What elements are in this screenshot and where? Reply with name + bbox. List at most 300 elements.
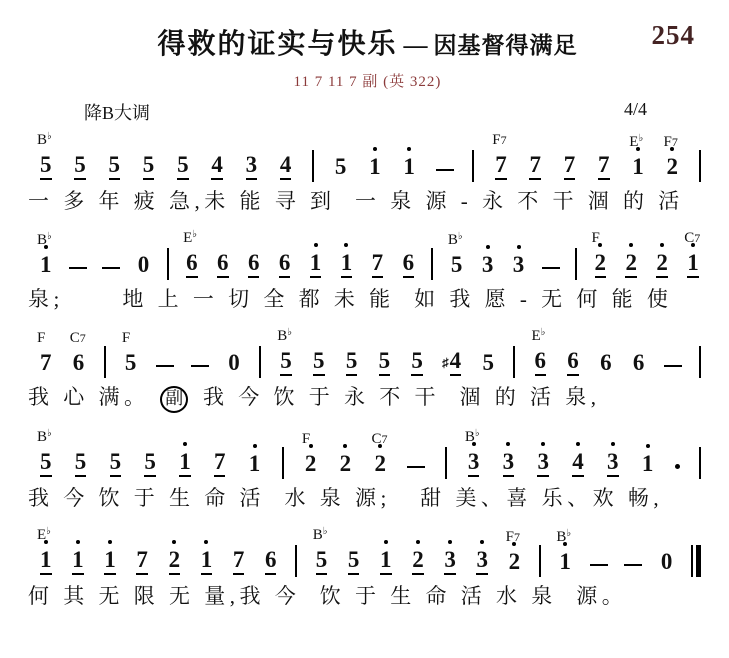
lyric-row	[26, 486, 709, 511]
note-digit: 0	[137, 252, 150, 278]
note-body	[244, 153, 260, 180]
chord-label: C7	[684, 230, 701, 247]
score-line	[26, 520, 709, 609]
note-body	[598, 351, 614, 376]
note-body	[107, 153, 123, 180]
note-digit: 4	[572, 450, 584, 477]
note-body	[370, 251, 386, 278]
chord-seventh: 7	[513, 530, 520, 545]
note-body	[565, 349, 581, 376]
note-digit: 2	[508, 549, 521, 575]
note	[480, 351, 496, 376]
note	[136, 253, 152, 278]
note-body	[73, 450, 89, 477]
note-digit: 3	[444, 548, 456, 575]
note-body	[535, 450, 551, 477]
note-digit: 5	[40, 450, 52, 477]
barline	[539, 545, 541, 577]
note-body	[346, 548, 362, 575]
note	[505, 529, 523, 575]
note	[312, 526, 330, 575]
duration-dash	[191, 365, 209, 367]
note-digit: 1	[310, 251, 322, 278]
duration-dash	[102, 267, 120, 269]
note	[338, 452, 354, 477]
note-body	[367, 155, 383, 180]
note-digit: 2	[339, 451, 352, 476]
octave-dot	[76, 540, 80, 544]
octave-dot	[506, 442, 510, 446]
note-digit: 1	[641, 451, 654, 476]
note-digit: 1	[104, 548, 116, 575]
note	[565, 349, 581, 376]
note-digit: 3	[607, 450, 619, 477]
note-digit: 2	[412, 548, 424, 575]
chord-label: F	[301, 431, 311, 447]
note-row	[26, 125, 709, 180]
octave-dot	[611, 442, 615, 446]
note-body	[123, 351, 139, 376]
octave-dot	[204, 540, 208, 544]
note-digit: 3	[537, 450, 549, 477]
duration-dash	[624, 564, 642, 566]
flat-icon: ♭	[46, 526, 51, 538]
note-body	[136, 253, 152, 278]
score-line	[26, 125, 709, 214]
chord-label: F	[121, 330, 131, 347]
note-digit: 5	[75, 450, 87, 477]
note-body	[527, 153, 543, 180]
note-body	[640, 452, 656, 477]
note-body	[665, 155, 681, 180]
note	[527, 153, 543, 180]
chord-seventh: 7	[381, 432, 388, 446]
note-digit: 6	[403, 251, 415, 278]
note	[598, 351, 614, 376]
note-digit: 7	[233, 548, 245, 575]
note-body	[377, 349, 393, 376]
note	[401, 155, 417, 180]
chord-seventh: 7	[694, 231, 701, 246]
final-bar-thin	[691, 545, 693, 577]
note-body	[507, 550, 523, 575]
note-digit: 0	[660, 549, 673, 575]
note	[378, 548, 394, 575]
lyric-text: 我 今 饮 于 永 不 干 涸 的 活 泉,	[193, 385, 601, 410]
note-digit: 1	[632, 154, 644, 179]
note-body	[557, 550, 573, 575]
key-signature: 降B大调	[84, 103, 151, 123]
note	[183, 229, 200, 278]
note-digit: 5	[313, 349, 325, 376]
note-digit: 5	[124, 350, 137, 376]
note	[654, 251, 670, 278]
note	[377, 349, 393, 376]
note	[591, 230, 609, 278]
flat-icon: ♭	[457, 231, 463, 243]
key-time-row	[26, 99, 709, 125]
chord-label: C7	[69, 330, 86, 347]
note	[311, 349, 327, 376]
note-digit: 6	[217, 251, 229, 278]
note-body	[630, 155, 646, 180]
note	[134, 548, 150, 575]
note	[442, 548, 458, 575]
note	[247, 452, 263, 477]
note-digit: 1	[201, 548, 213, 575]
barline	[699, 447, 701, 479]
note-body	[71, 351, 87, 376]
note	[410, 548, 426, 575]
chord-label: F	[37, 330, 46, 347]
note-body	[175, 153, 191, 180]
note-digit: 7	[40, 350, 52, 376]
header	[26, 22, 709, 62]
chord-label: F7	[505, 529, 520, 546]
note-digit: 7	[598, 153, 610, 180]
note-body	[38, 253, 54, 278]
note-body	[177, 450, 193, 477]
chord-label: B♭	[464, 428, 480, 445]
note	[605, 450, 621, 477]
barline	[699, 346, 701, 378]
note	[231, 548, 247, 575]
note-digit: 5	[74, 153, 86, 180]
note-body	[167, 548, 183, 575]
note-body	[685, 251, 701, 278]
note	[215, 251, 231, 278]
note-body	[338, 452, 354, 477]
note-body	[314, 548, 330, 575]
chord-label: B♭	[37, 428, 52, 445]
lyric-text: 泉; 地 上 一 切 全 都 未 能 如 我 愿 - 无 何 能 使	[28, 287, 673, 312]
note-digit: 7	[214, 450, 226, 477]
note-body	[654, 251, 670, 278]
note-digit: 1	[40, 548, 52, 575]
octave-dot	[373, 147, 377, 151]
note	[108, 450, 124, 477]
note-digit: 7	[495, 153, 507, 180]
note-body	[448, 349, 464, 376]
flat-icon: ♭	[287, 327, 292, 339]
chord-label: B♭	[556, 528, 572, 546]
lyric-text: 一 多 年 疲 急,未 能 寻 到 一 泉 源 - 永 不 干 涸 的 活	[28, 189, 684, 213]
octave-dot	[480, 540, 484, 544]
octave-dot	[407, 147, 411, 151]
note-body	[38, 351, 54, 376]
note-body	[409, 349, 425, 376]
note-digit: 1	[687, 251, 699, 278]
note	[511, 253, 527, 278]
note-body	[231, 548, 247, 575]
note	[263, 548, 279, 575]
note	[492, 132, 509, 180]
flat-icon: ♭	[322, 526, 328, 538]
note	[663, 134, 681, 180]
chord-label: E♭	[531, 327, 546, 345]
note	[623, 251, 639, 278]
note-body	[215, 251, 231, 278]
note	[442, 349, 463, 376]
note-body	[263, 548, 279, 575]
octave-dot	[253, 444, 257, 448]
note-digit: 2	[666, 154, 679, 179]
note-digit: 5	[280, 349, 292, 376]
duration-dash	[156, 365, 174, 367]
octave-dot	[541, 442, 545, 446]
note	[371, 431, 388, 477]
note-body	[474, 548, 490, 575]
note-body	[70, 548, 86, 575]
octave-dot	[172, 540, 176, 544]
note-body	[134, 548, 150, 575]
chord-label: E♭	[37, 526, 51, 544]
duration-dash	[436, 169, 454, 171]
note-digit: 1	[380, 548, 392, 575]
note-body	[562, 153, 578, 180]
final-bar-thick	[696, 545, 701, 577]
sharp-icon: ♯	[442, 355, 449, 371]
octave-dot	[416, 540, 420, 544]
note	[684, 230, 701, 278]
note-digit: 4	[211, 153, 223, 180]
note	[72, 153, 88, 180]
note-body	[38, 153, 54, 180]
note-body	[344, 349, 360, 376]
note-digit: 5	[379, 349, 391, 376]
barline	[295, 545, 297, 577]
note-body	[623, 251, 639, 278]
note	[107, 153, 123, 180]
duration-dash	[590, 564, 608, 566]
note-body	[142, 450, 158, 477]
barline	[282, 447, 284, 479]
note-body	[605, 450, 621, 477]
lyric-row	[26, 189, 709, 214]
note-body	[378, 548, 394, 575]
meter-info: 11 7 11 7 副 (英 322)	[293, 74, 442, 90]
octave-dot	[660, 243, 664, 247]
time-signature: 4/4	[623, 99, 647, 119]
note	[562, 153, 578, 180]
barline	[312, 150, 314, 182]
note	[370, 251, 386, 278]
note	[209, 153, 225, 180]
score	[26, 125, 709, 609]
barline	[445, 447, 447, 479]
note-digit: 2	[374, 451, 386, 476]
note-digit: 3	[246, 153, 258, 180]
barline	[104, 346, 106, 378]
flat-icon: ♭	[540, 327, 546, 339]
note-digit: 1	[248, 451, 261, 476]
note-body	[108, 450, 124, 477]
note-digit: 5	[411, 349, 423, 376]
note	[37, 131, 54, 180]
note	[277, 327, 294, 376]
note-body	[308, 251, 324, 278]
note-body	[38, 548, 54, 575]
note	[199, 548, 215, 575]
note	[447, 231, 465, 278]
note-digit: 7	[136, 548, 148, 575]
note-digit: 1	[559, 549, 571, 575]
note-digit: 5	[346, 349, 358, 376]
note-body	[480, 351, 496, 376]
note	[167, 548, 183, 575]
note-digit: 4	[450, 349, 462, 376]
duration-dash	[407, 466, 425, 468]
barline	[431, 248, 433, 280]
note-digit: 3	[481, 252, 494, 278]
chord-label: E♭	[183, 229, 197, 247]
note	[659, 550, 675, 575]
note	[501, 450, 517, 477]
note-body	[209, 153, 225, 180]
note-digit: 5	[348, 548, 360, 575]
note-body	[246, 251, 262, 278]
note	[570, 450, 586, 477]
note-digit: 6	[632, 350, 645, 376]
note	[464, 428, 482, 477]
note	[121, 330, 139, 376]
octave-dot	[108, 540, 112, 544]
note	[409, 349, 425, 376]
note-digit: 2	[304, 451, 317, 476]
note	[629, 133, 646, 180]
octave-dot	[517, 245, 521, 249]
lyric-row	[26, 385, 709, 413]
note	[339, 251, 355, 278]
note-body	[593, 251, 609, 278]
note-digit: 1	[40, 252, 52, 278]
note-body	[339, 251, 355, 278]
note	[37, 526, 54, 575]
note-digit: 5	[334, 154, 347, 179]
note	[246, 251, 262, 278]
duration-dash	[69, 267, 87, 269]
note-digit: 3	[476, 548, 488, 575]
note-body	[631, 351, 647, 376]
note-digit: 3	[468, 450, 480, 477]
note-body	[659, 550, 675, 575]
title-separator: —	[403, 33, 428, 59]
note-body	[278, 153, 294, 180]
chord-label: B♭	[447, 231, 463, 249]
note-digit: 6	[72, 350, 85, 376]
score-line	[26, 321, 709, 413]
note	[142, 450, 158, 477]
note-digit: 2	[656, 251, 668, 278]
octave-dot	[344, 243, 348, 247]
octave-dot	[646, 444, 650, 448]
note-body	[401, 155, 417, 180]
note	[474, 548, 490, 575]
note-row	[26, 520, 709, 575]
note-body	[278, 349, 294, 376]
note-body	[501, 450, 517, 477]
barline	[259, 346, 261, 378]
note-digit: 6	[279, 251, 291, 278]
note	[308, 251, 324, 278]
note-digit: 7	[372, 251, 384, 278]
note-digit: 0	[228, 350, 240, 376]
note	[70, 548, 86, 575]
flat-icon: ♭	[192, 229, 197, 241]
note-digit: 3	[512, 252, 525, 278]
note	[278, 153, 294, 180]
note-digit: 6	[265, 548, 277, 575]
augmentation-dot	[675, 464, 680, 469]
flat-icon: ♭	[638, 133, 644, 144]
chord-seventh: 7	[500, 133, 507, 147]
note-body	[38, 450, 54, 477]
note-body	[493, 153, 509, 180]
lyric-row	[26, 287, 709, 312]
note	[631, 351, 647, 376]
note-body	[184, 251, 200, 278]
note	[226, 351, 242, 376]
note-body	[226, 351, 242, 376]
duration-dash	[664, 365, 682, 367]
chord-seventh: 7	[671, 135, 678, 149]
duration-dash	[542, 267, 560, 269]
score-line	[26, 422, 709, 511]
note-digit: 6	[535, 349, 547, 376]
note-digit: 4	[280, 153, 292, 180]
note	[535, 450, 551, 477]
flat-icon: ♭	[566, 528, 572, 540]
note-digit: 5	[177, 153, 189, 180]
note-digit: 6	[600, 350, 612, 376]
barline	[575, 248, 577, 280]
chord-label: C7	[371, 431, 388, 447]
chord-seventh: 7	[79, 331, 86, 346]
note-digit: 7	[529, 153, 541, 180]
barline	[699, 150, 701, 182]
note-body	[333, 155, 349, 180]
note-body	[480, 253, 496, 278]
final-barline	[691, 545, 701, 577]
octave-dot	[384, 540, 388, 544]
chord-label: B♭	[37, 231, 52, 249]
note	[640, 452, 656, 477]
note-body	[533, 349, 549, 376]
note	[596, 153, 612, 180]
note	[346, 548, 362, 575]
note-digit: 1	[179, 450, 191, 477]
octave-dot	[629, 243, 633, 247]
chord-label: F7	[492, 132, 507, 148]
note-digit: 5	[143, 153, 155, 180]
note-body	[401, 251, 417, 278]
note	[73, 450, 89, 477]
note	[401, 251, 417, 278]
note	[102, 548, 118, 575]
note-digit: 2	[169, 548, 181, 575]
barline	[472, 150, 474, 182]
note-body	[141, 153, 157, 180]
note	[277, 251, 293, 278]
flat-icon: ♭	[47, 131, 52, 142]
note	[37, 428, 54, 477]
note-body	[277, 251, 293, 278]
note-body	[102, 548, 118, 575]
note-body	[199, 548, 215, 575]
note	[367, 155, 383, 180]
flat-icon: ♭	[474, 428, 480, 439]
note	[37, 330, 54, 376]
